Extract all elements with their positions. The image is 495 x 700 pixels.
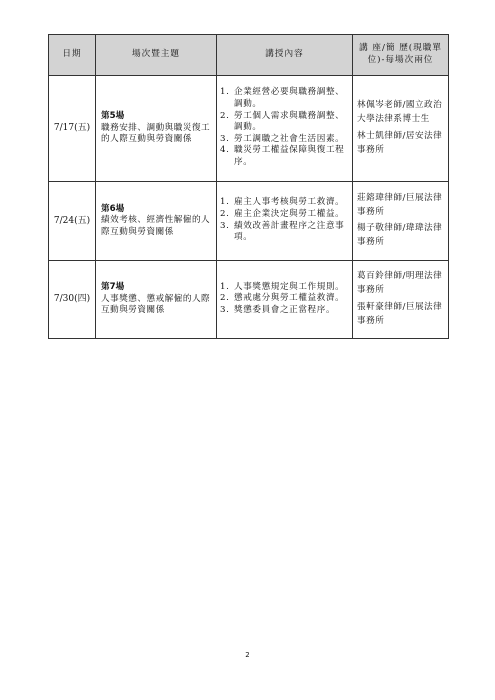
- content-item: [220, 221, 349, 244]
- item-text: 勞工調職之社會生活因素。: [234, 133, 345, 144]
- speaker-entry: 楊子敬律師/瑋瑋法律事務所: [357, 223, 443, 248]
- table-row: [49, 261, 449, 339]
- content-item: [220, 87, 349, 110]
- session-topic: 人事獎懲、懲戒解僱的人際互動與勞資關係: [101, 293, 211, 316]
- content-item: [220, 293, 349, 305]
- item-text: 懲戒處分與勞工權益救濟。: [234, 293, 345, 304]
- content-item: [220, 111, 349, 134]
- item-text: 人事獎懲規定與工作規則。: [234, 281, 345, 292]
- speaker-entry: 林士凱律師/居安法律事務所: [357, 130, 443, 155]
- item-number: 1.: [220, 87, 230, 98]
- row-speaker-cell: [353, 182, 449, 261]
- session-topic: 績效考核、經濟性解僱的人際互動與勞資關係: [101, 215, 211, 237]
- header-date: 日期: [49, 35, 96, 76]
- content-list: [220, 87, 349, 168]
- speaker-entry: 林佩岑老師/國立政治大學法律系博士生: [357, 100, 443, 125]
- schedule-table: [48, 34, 449, 339]
- item-number: 3.: [220, 133, 230, 144]
- document-page: [48, 34, 448, 339]
- row-topic-cell: [96, 76, 217, 182]
- content-list: [220, 282, 349, 317]
- speaker-entry: 葛百鈴律師/明理法律事務所: [357, 271, 443, 296]
- header-topic: 場次暨主題: [96, 35, 217, 76]
- session-number: 第6場: [101, 203, 125, 214]
- row-topic-cell: [96, 261, 217, 339]
- row-date: 7/30(四): [49, 261, 96, 339]
- content-list: [220, 197, 349, 243]
- item-text: 雇主人事考核與勞工救濟。: [234, 197, 345, 208]
- header-speaker: 講 座/簡 歷(現職單位)-每場次兩位: [353, 35, 449, 76]
- header-content: 講授內容: [217, 35, 353, 76]
- content-item: [220, 134, 349, 146]
- item-number: 2.: [220, 110, 230, 121]
- content-item: [220, 197, 349, 209]
- table-row: [49, 182, 449, 261]
- item-number: 2.: [220, 208, 230, 219]
- content-item: [220, 305, 349, 317]
- item-number: 1.: [220, 197, 230, 208]
- session-number: 第7場: [101, 282, 125, 293]
- item-text: 獎懲委員會之正當程序。: [234, 304, 336, 315]
- item-text: 職災勞工權益保障與復工程序。: [234, 145, 345, 167]
- row-content-cell: [217, 182, 353, 261]
- page-number: 2: [245, 651, 250, 659]
- item-number: 1.: [220, 281, 230, 292]
- session-topic: 職務安排、調動與職災復工的人際互動與勞資關係: [101, 122, 211, 145]
- content-item: [220, 145, 349, 168]
- table-header-row: [49, 35, 449, 76]
- row-speaker-cell: [353, 76, 449, 182]
- row-speaker-cell: [353, 261, 449, 339]
- row-content-cell: [217, 261, 353, 339]
- row-date: 7/24(五): [49, 182, 96, 261]
- row-date: 7/17(五): [49, 76, 96, 182]
- item-text: 企業經營必要與職務調整、調動。: [234, 87, 345, 110]
- content-item: [220, 209, 349, 221]
- item-text: 績效改善計畫程序之注意事項。: [234, 220, 345, 243]
- content-item: [220, 282, 349, 294]
- session-number: 第5場: [101, 111, 125, 122]
- item-number: 3.: [220, 304, 230, 315]
- item-text: 雇主企業決定與勞工權益。: [234, 208, 345, 219]
- item-number: 4.: [220, 145, 230, 156]
- item-number: 2.: [220, 293, 230, 304]
- speaker-entry: 張軒豪律師/巨展法律事務所: [357, 301, 443, 326]
- item-number: 3.: [220, 220, 230, 231]
- item-text: 勞工個人需求與職務調整、調動。: [234, 110, 345, 133]
- table-row: [49, 76, 449, 182]
- speaker-entry: 莊鎔瑋律師/巨展法律事務所: [357, 192, 443, 217]
- row-content-cell: [217, 76, 353, 182]
- row-topic-cell: [96, 182, 217, 261]
